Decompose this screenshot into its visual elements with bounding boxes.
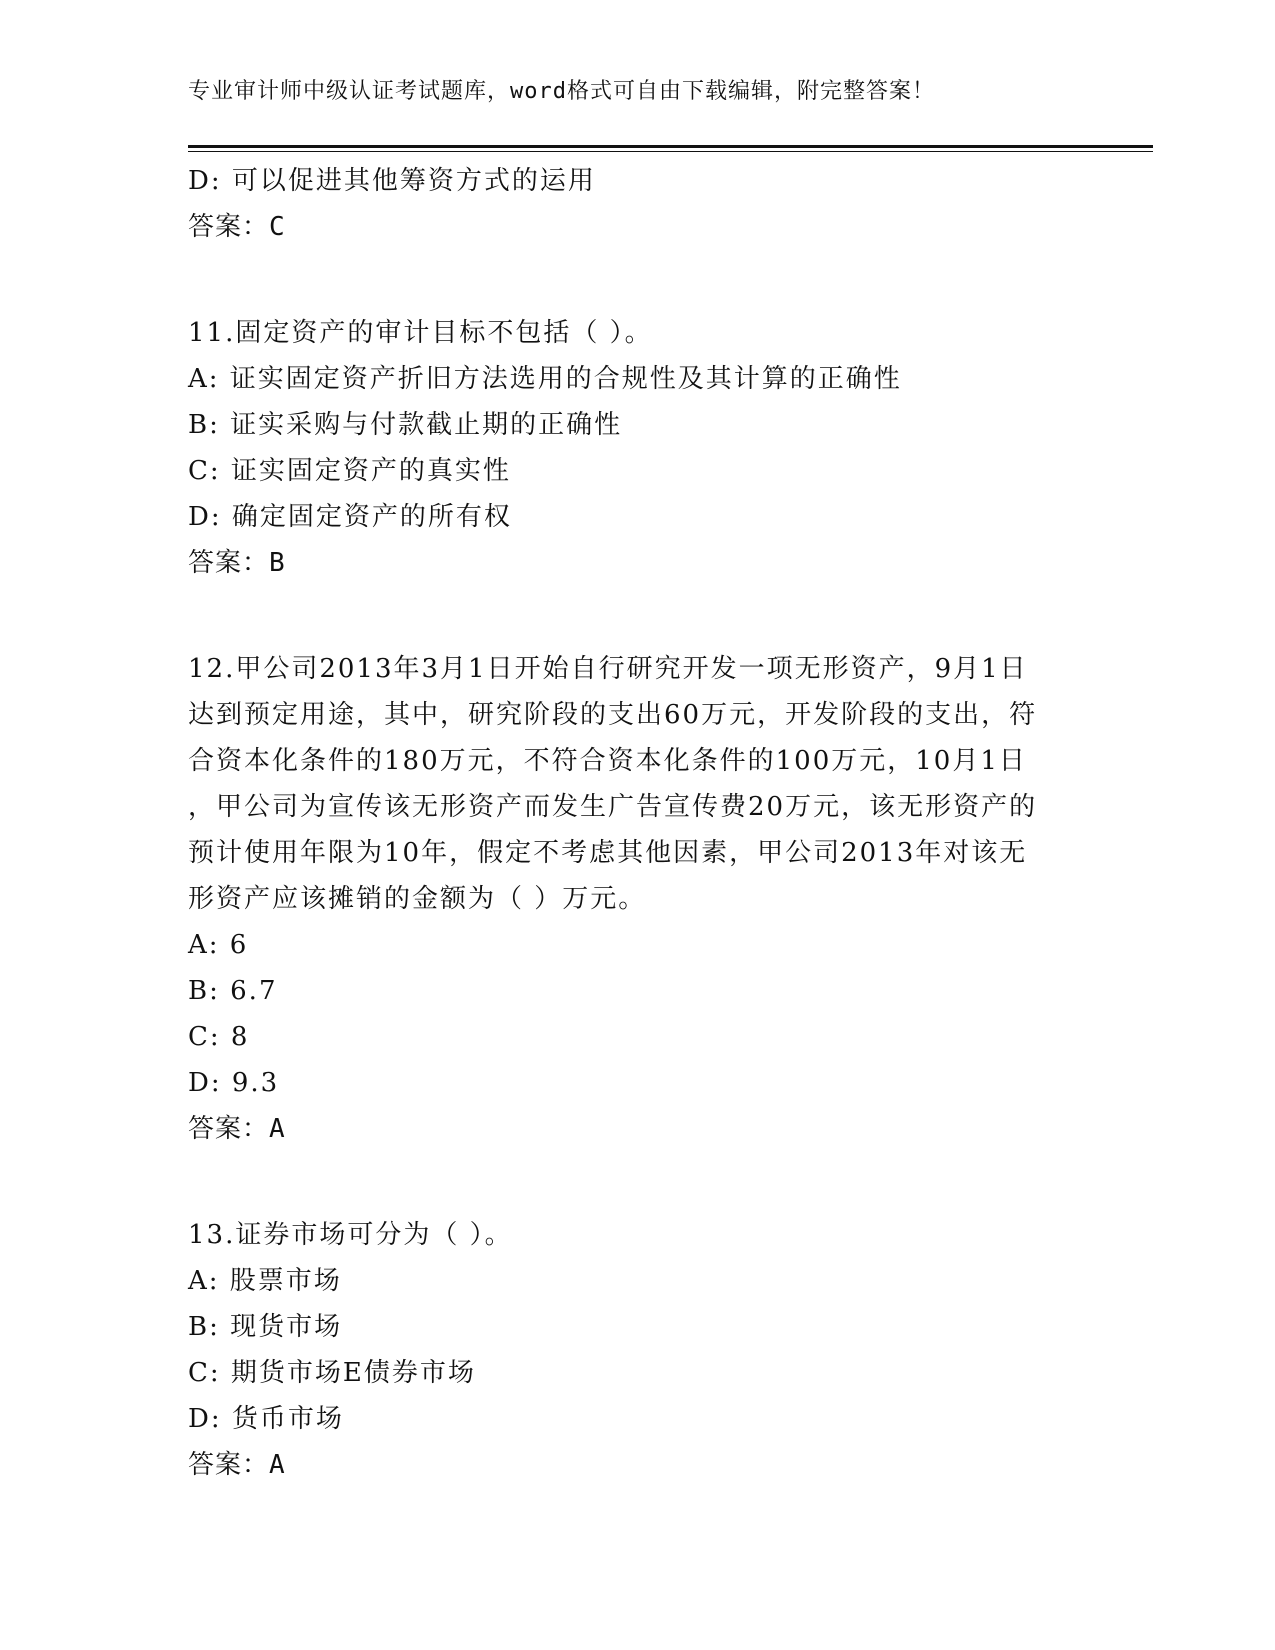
header-rule-thin bbox=[188, 151, 1153, 152]
prev-option-d: D: 可以促进其他筹资方式的运用 bbox=[188, 166, 596, 196]
q12-stem-line: ，甲公司为宣传该无形资产而发生广告宣传费20万元，该无形资产的 bbox=[188, 792, 1038, 822]
q13-option-b: B: 现货市场 bbox=[188, 1312, 343, 1342]
answer-key: C bbox=[269, 212, 286, 242]
q12-stem-line: 预计使用年限为10年，假定不考虑其他因素，甲公司2013年对该无 bbox=[188, 838, 1028, 868]
spacer bbox=[188, 586, 1088, 646]
q12-option-a: A: 6 bbox=[188, 930, 249, 960]
spacer bbox=[188, 1152, 1088, 1212]
q11-option-d: D: 确定固定资产的所有权 bbox=[188, 502, 512, 532]
q12-option-d: D: 9.3 bbox=[188, 1068, 280, 1098]
answer-label: 答案： bbox=[188, 212, 270, 242]
answer-key: B bbox=[269, 548, 286, 578]
answer-label: 答案： bbox=[188, 548, 270, 578]
q13-answer bbox=[188, 1442, 1088, 1488]
question-content bbox=[188, 158, 1088, 1488]
q13-option-a: A: 股票市场 bbox=[188, 1266, 342, 1296]
q11-option-a: A: 证实固定资产折旧方法选用的合规性及其计算的正确性 bbox=[188, 364, 902, 394]
answer-label: 答案： bbox=[188, 1114, 270, 1144]
page-header: 专业审计师中级认证考试题库，word格式可自由下载编辑，附完整答案！ bbox=[188, 79, 935, 104]
q11-option-b: B: 证实采购与付款截止期的正确性 bbox=[188, 410, 623, 440]
prev-answer bbox=[188, 204, 1088, 250]
q12-stem-line: 形资产应该摊销的金额为（ ）万元。 bbox=[188, 884, 647, 914]
q13-stem: 13.证券市场可分为（ ）。 bbox=[188, 1220, 513, 1250]
q11-option-c: C: 证实固定资产的真实性 bbox=[188, 456, 511, 486]
answer-label: 答案： bbox=[188, 1450, 270, 1480]
q12-stem-line: 达到预定用途，其中，研究阶段的支出60万元，开发阶段的支出，符 bbox=[188, 700, 1038, 730]
answer-key: A bbox=[269, 1114, 286, 1144]
q11-answer bbox=[188, 540, 1088, 586]
q12-answer bbox=[188, 1106, 1088, 1152]
answer-key: A bbox=[269, 1450, 286, 1480]
q13-option-d: D: 货币市场 bbox=[188, 1404, 344, 1434]
spacer bbox=[188, 250, 1088, 310]
q13-option-c: C: 期货市场E债券市场 bbox=[188, 1358, 476, 1388]
q12-option-c: C: 8 bbox=[188, 1022, 250, 1052]
q12-stem-line: 12.甲公司2013年3月1日开始自行研究开发一项无形资产，9月1日 bbox=[188, 654, 1028, 684]
q12-option-b: B: 6.7 bbox=[188, 976, 278, 1006]
q11-stem: 11.固定资产的审计目标不包括（ ）。 bbox=[188, 318, 653, 348]
q12-stem-line: 合资本化条件的180万元，不符合资本化条件的100万元，10月1日 bbox=[188, 746, 1027, 776]
header-rule-thick bbox=[188, 145, 1153, 148]
